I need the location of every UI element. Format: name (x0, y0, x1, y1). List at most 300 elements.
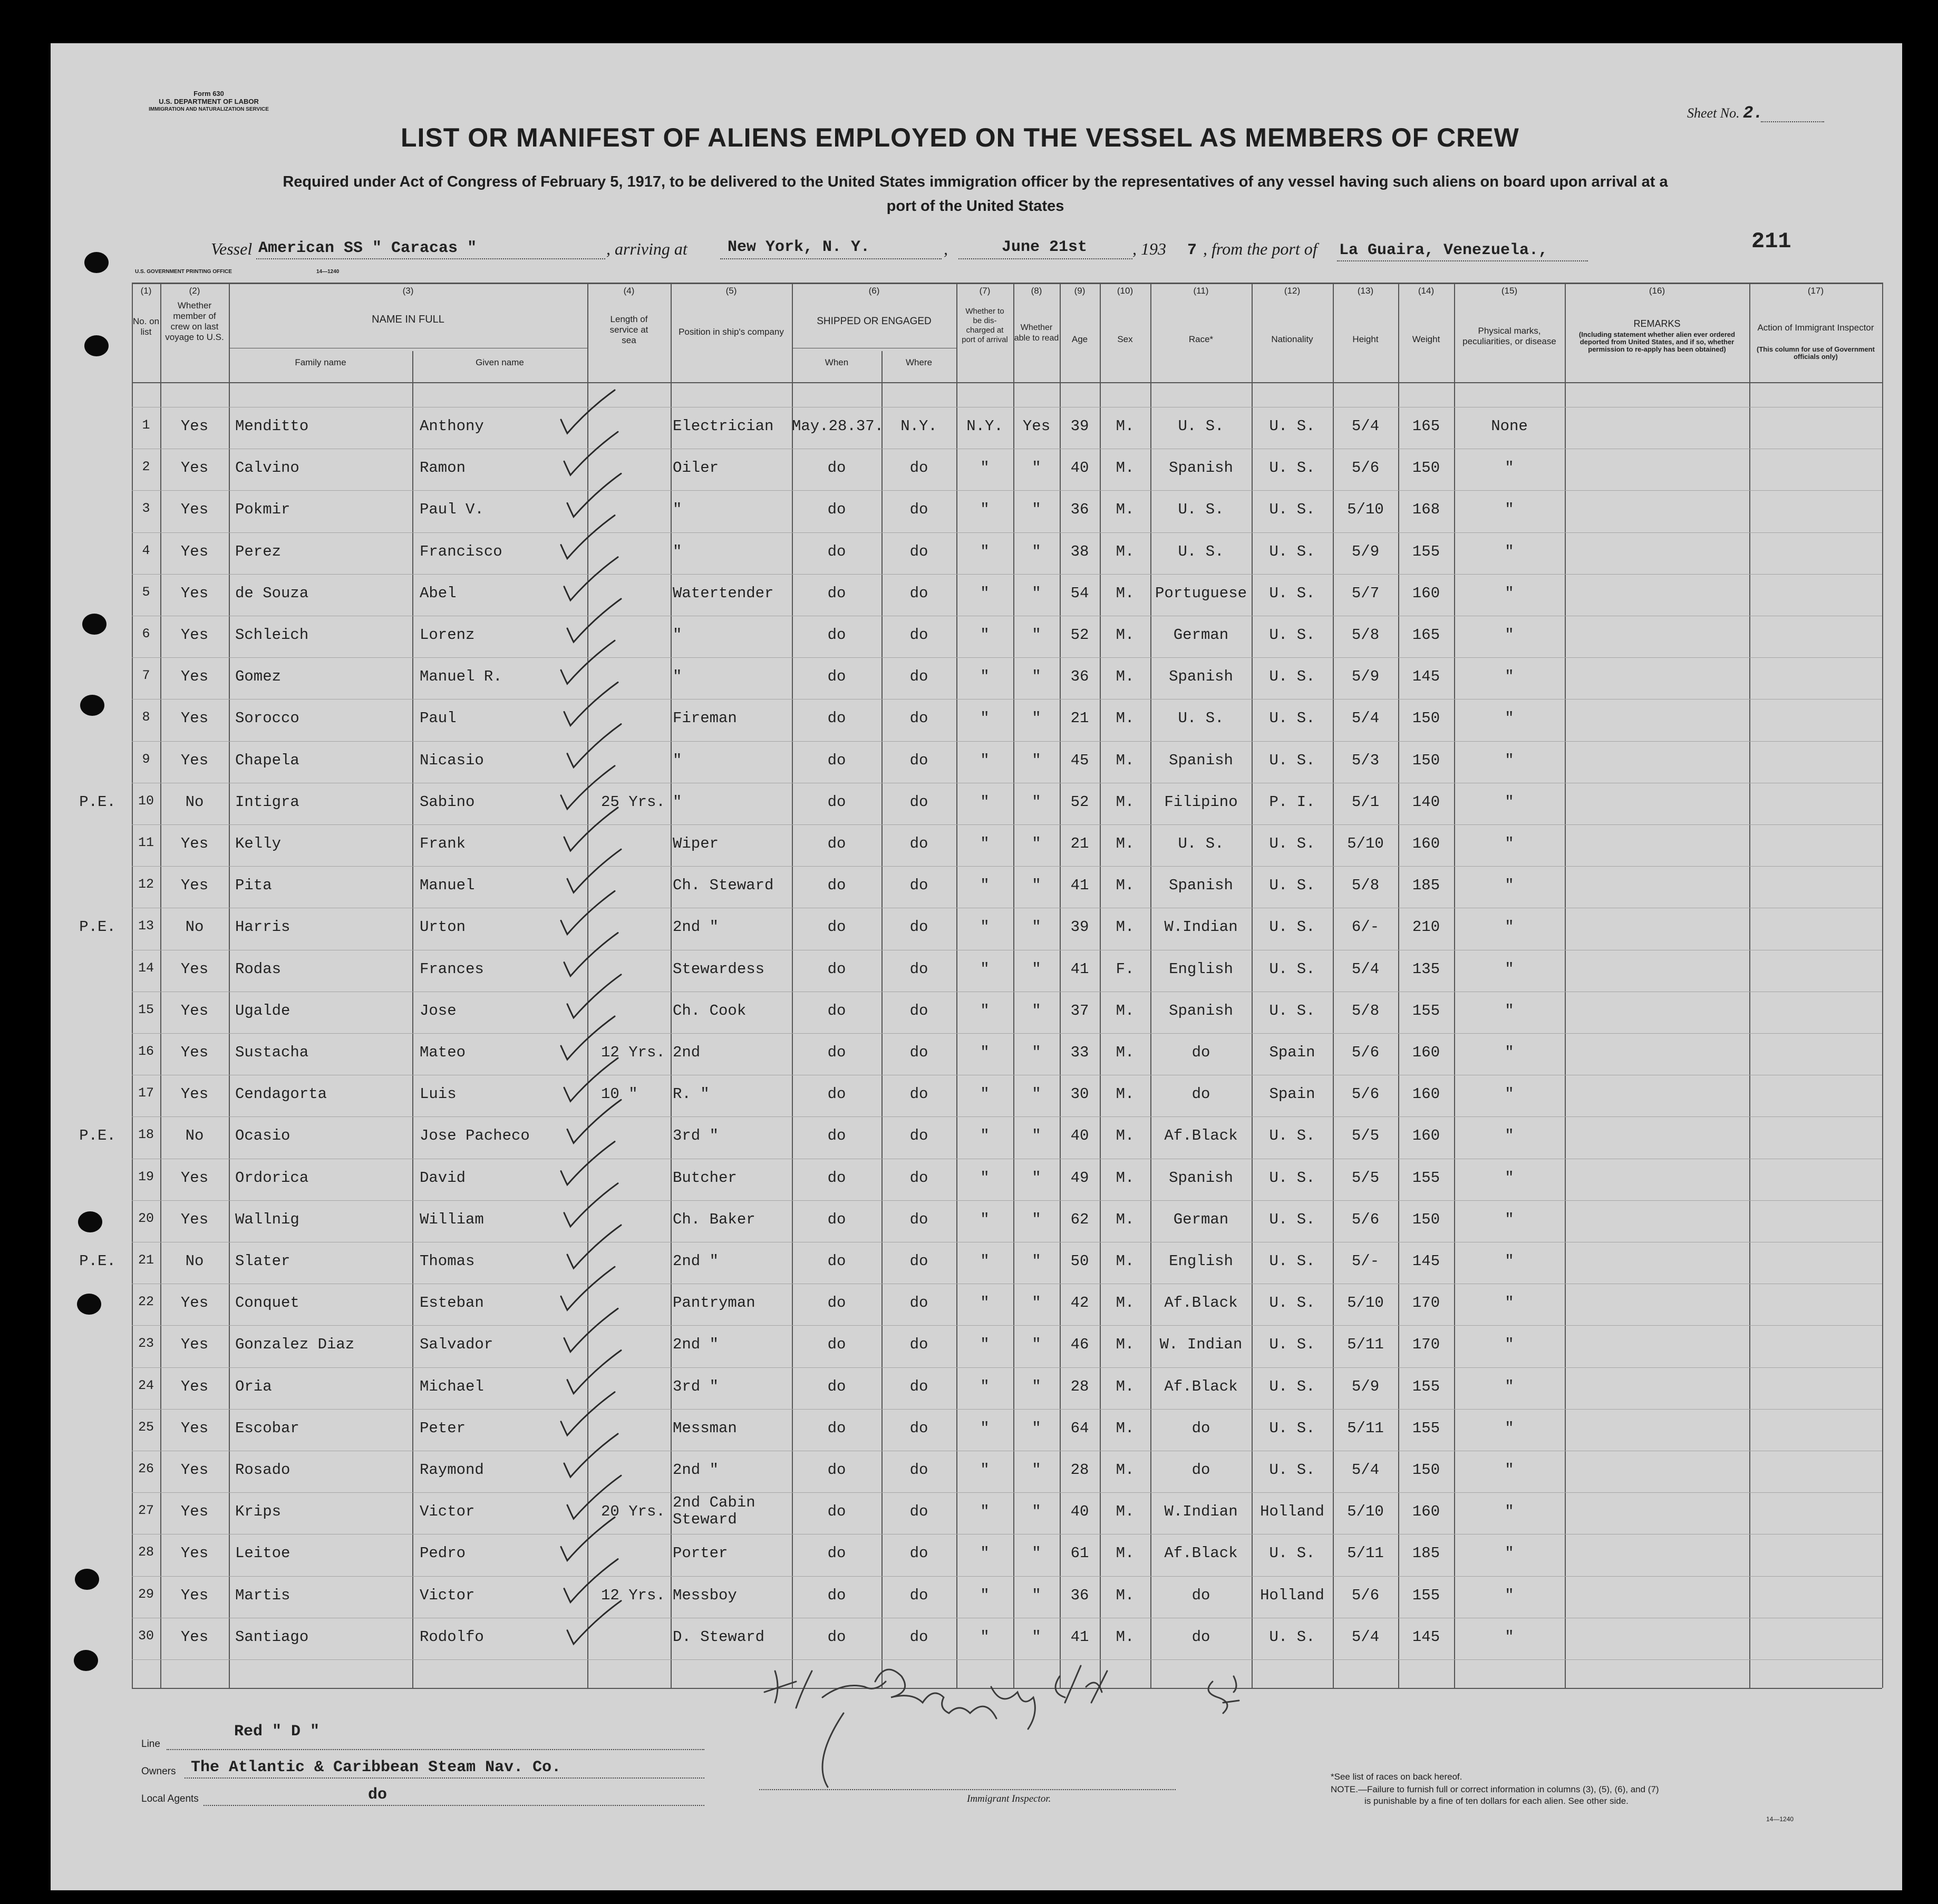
cell-race: Spanish (1169, 459, 1233, 477)
cell-race: Af.Black (1164, 1127, 1238, 1144)
cell-race: do (1191, 1628, 1210, 1646)
cell-prev: Yes (180, 1044, 209, 1061)
cell-position: Messboy (673, 1587, 737, 1604)
cell-race: do (1191, 1085, 1210, 1103)
cell-height: 5/4 (1351, 417, 1380, 435)
cell-height: 5/10 (1347, 835, 1384, 852)
cell-marks: " (1505, 1544, 1514, 1562)
cell-where: do (909, 459, 928, 477)
cell-pe: P.E. (79, 1252, 116, 1270)
cell-marks: " (1505, 1002, 1514, 1019)
cell-weight: 150 (1412, 752, 1440, 769)
cell-read: " (1032, 1211, 1041, 1228)
inspector-signature (764, 1666, 1239, 1787)
cell-prev: Yes (180, 626, 209, 644)
cell-age: 21 (1070, 835, 1089, 852)
checkmark (561, 390, 615, 433)
cell-race: German (1173, 626, 1229, 644)
col-header-where: Where (905, 357, 933, 367)
cell-nat: U. S. (1269, 918, 1315, 936)
cell-read: " (1032, 1461, 1041, 1479)
cell-no: 8 (142, 710, 150, 725)
cell-height: 5/10 (1347, 501, 1384, 518)
cell-no: 12 (138, 877, 154, 892)
cell-where: do (909, 877, 928, 894)
cell-read: " (1032, 1169, 1041, 1187)
cell-sex: M. (1116, 585, 1135, 602)
cell-no: 11 (138, 835, 154, 850)
cell-where: do (909, 710, 928, 727)
cell-sex: M. (1116, 793, 1135, 811)
cell-disch: N.Y. (966, 417, 1003, 435)
cell-position: Wiper (673, 835, 719, 852)
cell-family: Sustacha (235, 1044, 309, 1061)
cell-no: 10 (138, 793, 154, 809)
cell-nat: U. S. (1269, 626, 1315, 644)
col-header-remarks-note: (Including statement whether alien ever ordered deported from United States, and if so, whether permission to re-apply has been obtained) (1578, 331, 1736, 353)
cell-family: Chapela (235, 752, 299, 769)
cell-sex: M. (1116, 710, 1135, 727)
cell-no: 21 (138, 1252, 154, 1268)
cell-where: do (909, 793, 928, 811)
cell-no: 14 (138, 960, 154, 976)
cell-where: do (909, 1420, 928, 1437)
cell-race: do (1191, 1420, 1210, 1437)
page-title: LIST OR MANIFEST OF ALIENS EMPLOYED ON THE VESSEL AS MEMBERS OF CREW (401, 123, 1519, 152)
cell-when: do (827, 1461, 846, 1479)
cell-age: 36 (1070, 501, 1089, 518)
col-header-position: Position in ship's company (679, 327, 784, 337)
cell-height: 5/6 (1351, 459, 1380, 477)
cell-marks: " (1505, 1044, 1514, 1061)
cell-marks: None (1491, 417, 1528, 435)
cell-height: 5/5 (1351, 1127, 1380, 1144)
cell-age: 50 (1070, 1252, 1089, 1270)
col-header-family-name: Family name (295, 357, 346, 367)
cell-given: Manuel (420, 877, 475, 894)
cell-sex: M. (1116, 835, 1135, 852)
cell-nat: U. S. (1269, 1461, 1315, 1479)
cell-weight: 135 (1412, 960, 1440, 978)
cell-read: " (1032, 1252, 1041, 1270)
cell-position: R. " (673, 1085, 710, 1103)
cell-given: Mateo (420, 1044, 466, 1061)
checkmark (567, 1225, 621, 1268)
checkmark (567, 1475, 621, 1519)
cell-weight: 150 (1412, 1461, 1440, 1479)
col-header-inspector-action: Action of Immigrant Inspector (1757, 323, 1874, 333)
cell-no: 2 (142, 459, 150, 474)
cell-nat: U. S. (1269, 1420, 1315, 1437)
cell-prev: Yes (180, 1085, 209, 1103)
cell-weight: 160 (1412, 585, 1440, 602)
cell-race: U. S. (1178, 501, 1224, 518)
cell-height: 5/9 (1351, 668, 1380, 685)
cell-no: 5 (142, 585, 150, 600)
cell-no: 7 (142, 668, 150, 683)
cell-prev: No (185, 1127, 204, 1144)
cell-no: 22 (138, 1294, 154, 1309)
comma-separator: , (944, 239, 948, 258)
inspector-label: Immigrant Inspector. (967, 1793, 1051, 1804)
cell-where: do (909, 1503, 928, 1520)
cell-disch: " (980, 1461, 990, 1479)
cell-height: 5/6 (1351, 1211, 1380, 1228)
cell-disch: " (980, 1587, 990, 1604)
checkmark (567, 724, 621, 768)
cell-weight: 155 (1412, 1169, 1440, 1187)
line-label: Line (141, 1738, 160, 1750)
cell-no: 4 (142, 543, 150, 558)
cell-position: Watertender (673, 585, 774, 602)
cell-when: do (827, 1420, 846, 1437)
cell-sex: M. (1116, 1252, 1135, 1270)
cell-given: Francisco (420, 543, 502, 560)
cell-read: " (1032, 459, 1041, 477)
cell-prev: Yes (180, 1294, 209, 1312)
cell-when: do (827, 501, 846, 518)
cell-position: 2nd " (673, 1252, 719, 1270)
cell-family: Pokmir (235, 501, 290, 518)
cell-nat: U. S. (1269, 1544, 1315, 1562)
cell-given: Thomas (420, 1252, 475, 1270)
cell-marks: " (1505, 793, 1514, 811)
cell-given: Jose (420, 1002, 457, 1019)
cell-marks: " (1505, 877, 1514, 894)
cell-race: U. S. (1178, 710, 1224, 727)
cell-nat: U. S. (1269, 960, 1315, 978)
cell-prev: Yes (180, 960, 209, 978)
cell-disch: " (980, 1252, 990, 1270)
checkmark (561, 1142, 615, 1185)
cell-height: 5/3 (1351, 752, 1380, 769)
cell-position: Ch. Baker (673, 1211, 755, 1228)
cell-race: Filipino (1164, 793, 1238, 811)
cell-prev: No (185, 793, 204, 811)
cell-marks: " (1505, 1461, 1514, 1479)
cell-race: do (1191, 1044, 1210, 1061)
cell-prev: No (185, 918, 204, 936)
cell-when: do (827, 543, 846, 560)
cell-disch: " (980, 710, 990, 727)
cell-given: Victor (420, 1503, 475, 1520)
cell-sex: M. (1116, 1294, 1135, 1312)
inspector-signature-line (759, 1789, 1176, 1790)
cell-read: " (1032, 1336, 1041, 1353)
checkmark (561, 1016, 615, 1060)
form-service: IMMIGRATION AND NATURALIZATION SERVICE (149, 106, 269, 112)
checkmark (561, 891, 615, 934)
cell-position: Messman (673, 1420, 737, 1437)
cell-disch: " (980, 1294, 990, 1312)
cell-family: Calvino (235, 459, 299, 477)
cell-race: Spanish (1169, 1169, 1233, 1187)
checkmark (561, 1392, 615, 1435)
cell-position: 2nd " (673, 1461, 719, 1479)
cell-given: Rodolfo (420, 1628, 484, 1646)
col-num-15: (15) (1501, 286, 1518, 296)
cell-family: Krips (235, 1503, 282, 1520)
cell-sex: M. (1116, 501, 1135, 518)
cell-weight: 160 (1412, 1085, 1440, 1103)
cell-race: do (1191, 1461, 1210, 1479)
cell-where: do (909, 1628, 928, 1646)
checkmark (567, 975, 621, 1018)
cell-family: Rosado (235, 1461, 290, 1479)
cell-where: do (909, 1461, 928, 1479)
cell-given: David (420, 1169, 466, 1187)
cell-age: 30 (1070, 1085, 1089, 1103)
cell-no: 30 (138, 1628, 154, 1644)
cell-weight: 185 (1412, 1544, 1440, 1562)
cell-disch: " (980, 1002, 990, 1019)
cell-sex: M. (1116, 417, 1135, 435)
cell-weight: 145 (1412, 668, 1440, 685)
cell-position: Pantryman (673, 1294, 755, 1312)
col-num-6: (6) (868, 286, 880, 296)
cell-position: Porter (673, 1544, 728, 1562)
arrival-date: June 21st (1002, 238, 1088, 256)
cell-when: do (827, 793, 846, 811)
col-num-14: (14) (1418, 286, 1435, 296)
col-header-name: NAME IN FULL (372, 314, 444, 325)
cell-age: 41 (1070, 1628, 1089, 1646)
cell-position: Ch. Steward (673, 877, 774, 894)
cell-disch: " (980, 752, 990, 769)
cell-prev: Yes (180, 1211, 209, 1228)
checkmark (561, 1267, 615, 1310)
form-number: Form 630 (193, 90, 224, 98)
year-suffix: 7 (1187, 241, 1197, 259)
cell-pe: P.E. (79, 1127, 116, 1144)
cell-age: 28 (1070, 1461, 1089, 1479)
cell-no: 29 (138, 1587, 154, 1602)
cell-where: do (909, 960, 928, 978)
cell-where: do (909, 752, 928, 769)
cell-marks: " (1505, 1294, 1514, 1312)
owners-underline (185, 1777, 704, 1779)
cell-weight: 160 (1412, 1127, 1440, 1144)
col-num-10: (10) (1117, 286, 1133, 296)
cell-marks: " (1505, 1085, 1514, 1103)
cell-when: do (827, 459, 846, 477)
cell-position: 2nd Cabin Steward (673, 1494, 755, 1528)
cell-weight: 160 (1412, 1044, 1440, 1061)
cell-height: 5/8 (1351, 1002, 1380, 1019)
cell-sex: M. (1116, 1211, 1135, 1228)
cell-given: Urton (420, 918, 466, 936)
cell-weight: 150 (1412, 1211, 1440, 1228)
checkmark (561, 640, 615, 684)
races-note: *See list of races on back hereof. (1331, 1772, 1462, 1782)
cell-sex: M. (1116, 1044, 1135, 1061)
cell-race: Af.Black (1164, 1378, 1238, 1395)
cell-prev: Yes (180, 710, 209, 727)
col-num-11: (11) (1193, 286, 1209, 296)
cell-race: English (1169, 1252, 1233, 1270)
cell-sex: M. (1116, 1002, 1135, 1019)
cell-no: 24 (138, 1378, 154, 1393)
cell-weight: 170 (1412, 1294, 1440, 1312)
cell-when: do (827, 1169, 846, 1187)
checkmark (561, 516, 615, 559)
cell-prev: Yes (180, 835, 209, 852)
cell-position: 3rd " (673, 1127, 719, 1144)
cell-disch: " (980, 1628, 990, 1646)
cell-nat: U. S. (1269, 710, 1315, 727)
cell-sex: M. (1116, 1336, 1135, 1353)
cell-weight: 210 (1412, 918, 1440, 936)
cell-given: Luis (420, 1085, 457, 1103)
cell-marks: " (1505, 1628, 1514, 1646)
cell-position: D. Steward (673, 1628, 765, 1646)
checkmark (561, 766, 615, 809)
checkmark (564, 1183, 618, 1227)
cell-given: Ramon (420, 459, 466, 477)
cell-read: " (1032, 1002, 1041, 1019)
cell-race: Spanish (1169, 668, 1233, 685)
cell-height: 5/6 (1351, 1587, 1380, 1604)
cell-marks: " (1505, 918, 1514, 936)
cell-family: Ugalde (235, 1002, 290, 1019)
cell-read: Yes (1022, 417, 1051, 435)
cell-no: 25 (138, 1420, 154, 1435)
cell-given: Peter (420, 1420, 466, 1437)
cell-when: do (827, 1544, 846, 1562)
cell-disch: " (980, 585, 990, 602)
cell-family: Pita (235, 877, 272, 894)
cell-prev: Yes (180, 1002, 209, 1019)
cell-position: " (673, 501, 682, 518)
cell-position: " (673, 793, 682, 811)
cell-sex: M. (1116, 1420, 1135, 1437)
col-num-3: (3) (402, 286, 414, 296)
cell-nat: U. S. (1269, 585, 1315, 602)
cell-no: 20 (138, 1211, 154, 1226)
cell-read: " (1032, 1378, 1041, 1395)
cell-where: do (909, 501, 928, 518)
vessel-label: Vessel (211, 239, 253, 258)
col-header-physical-marks: Physical marks, peculiarities, or disease (1462, 326, 1556, 346)
checkmark (567, 599, 621, 642)
cell-marks: " (1505, 960, 1514, 978)
cell-marks: " (1505, 585, 1514, 602)
cell-weight: 140 (1412, 793, 1440, 811)
cell-weight: 185 (1412, 877, 1440, 894)
cell-position: " (673, 543, 682, 560)
cell-when: do (827, 1503, 846, 1520)
cell-when: do (827, 1378, 846, 1395)
cell-race: Spanish (1169, 877, 1233, 894)
cell-read: " (1032, 1628, 1041, 1646)
cell-nat: U. S. (1269, 1002, 1315, 1019)
cell-when: do (827, 1211, 846, 1228)
col-header-nationality: Nationality (1271, 334, 1313, 344)
col-header-height: Height (1352, 334, 1379, 344)
cell-nat: U. S. (1269, 1127, 1315, 1144)
cell-weight: 165 (1412, 417, 1440, 435)
col-num-7: (7) (979, 286, 991, 296)
cell-race: W. Indian (1159, 1336, 1243, 1353)
cell-given: Jose Pacheco (420, 1127, 530, 1144)
cell-age: 39 (1070, 918, 1089, 936)
cell-weight: 160 (1412, 835, 1440, 852)
cell-given: William (420, 1211, 484, 1228)
checkmark (564, 1434, 618, 1477)
line-underline (167, 1749, 704, 1750)
vessel-name: American SS " Caracas " (258, 239, 477, 257)
cell-family: Escobar (235, 1420, 299, 1437)
cell-read: " (1032, 960, 1041, 978)
cell-read: " (1032, 668, 1041, 685)
cell-where: do (909, 585, 928, 602)
cell-prev: Yes (180, 1336, 209, 1353)
cell-weight: 170 (1412, 1336, 1440, 1353)
col-header-read: Whether able to read (1014, 323, 1059, 343)
cell-service: 25 Yrs. (601, 793, 665, 811)
col-header-inspector-note: (This column for use of Government officials only) (1757, 345, 1875, 361)
col-header-no: No. on list (132, 316, 160, 337)
cell-weight: 155 (1412, 1378, 1440, 1395)
from-port-label: , from the port of (1203, 239, 1317, 258)
cell-nat: Holland (1260, 1587, 1324, 1604)
cell-nat: U. S. (1269, 1252, 1315, 1270)
cell-age: 45 (1070, 752, 1089, 769)
cell-family: Ocasio (235, 1127, 290, 1144)
cell-height: 5/10 (1347, 1294, 1384, 1312)
cell-age: 36 (1070, 668, 1089, 685)
cell-family: Rodas (235, 960, 282, 978)
cell-age: 41 (1070, 877, 1089, 894)
cell-no: 18 (138, 1127, 154, 1142)
cell-when: do (827, 918, 846, 936)
cell-position: Stewardess (673, 960, 765, 978)
cell-when: do (827, 835, 846, 852)
cell-when: do (827, 1085, 846, 1103)
cell-sex: M. (1116, 1378, 1135, 1395)
cell-read: " (1032, 1044, 1041, 1061)
col-header-service: Length of service at sea (609, 314, 648, 345)
col-num-1: (1) (140, 286, 152, 296)
cell-height: 5/6 (1351, 1085, 1380, 1103)
cell-height: 5/- (1351, 1252, 1380, 1270)
cell-position: 3rd " (673, 1378, 719, 1395)
cell-prev: Yes (180, 417, 209, 435)
cell-disch: " (980, 877, 990, 894)
cell-given: Raymond (420, 1461, 484, 1479)
footer-code: 14—1240 (1766, 1815, 1794, 1823)
cell-race: Spanish (1169, 1002, 1233, 1019)
cell-marks: " (1505, 1169, 1514, 1187)
owners-label: Owners (141, 1766, 176, 1777)
cell-when: do (827, 1127, 846, 1144)
cell-disch: " (980, 1336, 990, 1353)
cell-no: 13 (138, 918, 154, 934)
cell-where: do (909, 1127, 928, 1144)
cell-read: " (1032, 793, 1041, 811)
cell-position: Ch. Cook (673, 1002, 747, 1019)
cell-where: N.Y. (900, 417, 937, 435)
col-header-age: Age (1071, 334, 1088, 344)
cell-given: Pedro (420, 1544, 466, 1562)
cell-where: do (909, 1336, 928, 1353)
cell-read: " (1032, 752, 1041, 769)
cell-sex: M. (1116, 1127, 1135, 1144)
cell-height: 5/11 (1347, 1336, 1384, 1353)
cell-sex: M. (1116, 918, 1135, 936)
penalty-note-1: NOTE.—Failure to furnish full or correct information in columns (3), (5), (6), and (7) (1331, 1784, 1659, 1794)
cell-family: Intigra (235, 793, 299, 811)
